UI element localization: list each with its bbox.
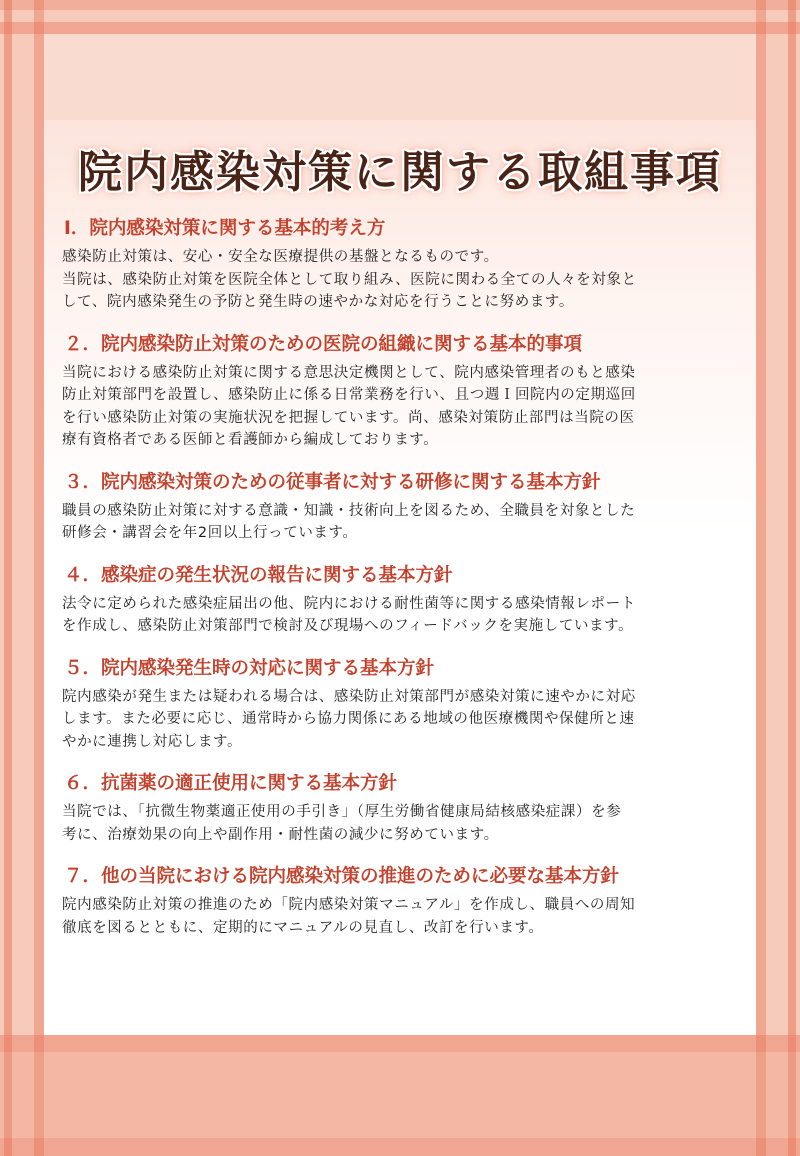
section-body: 法令に定められた感染症届出の他、院内における耐性菌等に関する感染情報レポート を作成し、感染防止対策部門で検討及び現場へのフィードバックを実施しています。 xyxy=(62,595,636,634)
section-body: 感染防止対策は、安心・安全な医療提供の基盤となるものです。 当院は、感染防止対策を医院全体として取り組み、医院に関わる全ての人々を対象と して、院内感染発生の予防と発生時の速やかな対応を行うことに努めます。 xyxy=(62,249,637,310)
section-heading: ３．院内感染対策のための従事者に対する研修に関する基本方針 xyxy=(64,471,601,493)
section-6 xyxy=(62,769,742,846)
section-body: 職員の感染防止対策に対する意識・知識・技術向上を図るため、全職員を対象とした 研修会・講習会を年2回以上行っています。 xyxy=(62,502,636,541)
section-heading: ４．感染症の発生状況の報告に関する基本方針 xyxy=(64,564,453,586)
section-heading: ５．院内感染発生時の対応に関する基本方針 xyxy=(64,657,435,679)
section-body: 当院における感染防止対策に関する意思決定機関として、院内感染管理者のもと感染 防止対策部門を設置し、感染防止に係る日常業務を行い、且つ週Ｉ回院内の定期巡回 を行い感染防止対策の実施状況を把握しています。尚、感染対策防止部門は当院の医 療有資格者である医師と看護師から編成しております。 xyxy=(62,364,636,448)
section-4 xyxy=(62,561,742,638)
page-title: 院内感染対策に関する取組事項 xyxy=(78,147,722,198)
section-1 xyxy=(62,214,742,314)
section-3 xyxy=(62,468,742,545)
policy-sections xyxy=(62,214,742,955)
section-body: 院内感染防止対策の推進のため「院内感染対策マニュアル」を作成し、職員への周知 徹底を図るとともに、定期的にマニュアルの見直し、改訂を行います。 xyxy=(62,897,636,936)
section-heading: ２．院内感染防止対策のための医院の組織に関する基本的事項 xyxy=(64,333,583,355)
section-7 xyxy=(62,862,742,939)
section-heading: ７．他の当院における院内感染対策の推進のために必要な基本方針 xyxy=(64,866,620,887)
section-body: 当院では、「抗微生物薬適正使用の手引き」（厚生労働省健康局結核感染症課）を参 考に、治療効果の向上や副作用・耐性菌の減少に努めています。 xyxy=(62,804,622,843)
section-heading: ６．抗菌薬の適正使用に関する基本方針 xyxy=(64,773,398,794)
header-band xyxy=(44,34,756,120)
section-heading: Ⅰ．院内感染対策に関する基本的考え方 xyxy=(64,218,386,239)
section-2 xyxy=(62,330,742,452)
section-5 xyxy=(62,654,742,754)
section-body: 院内感染が発生または疑われる場合は、感染防止対策部門が感染対策に速やかに対応 します。また必要に応じ、通常時から協力関係にある地域の他医療機関や保健所と速 やかに連携し対応します。 xyxy=(62,688,636,750)
